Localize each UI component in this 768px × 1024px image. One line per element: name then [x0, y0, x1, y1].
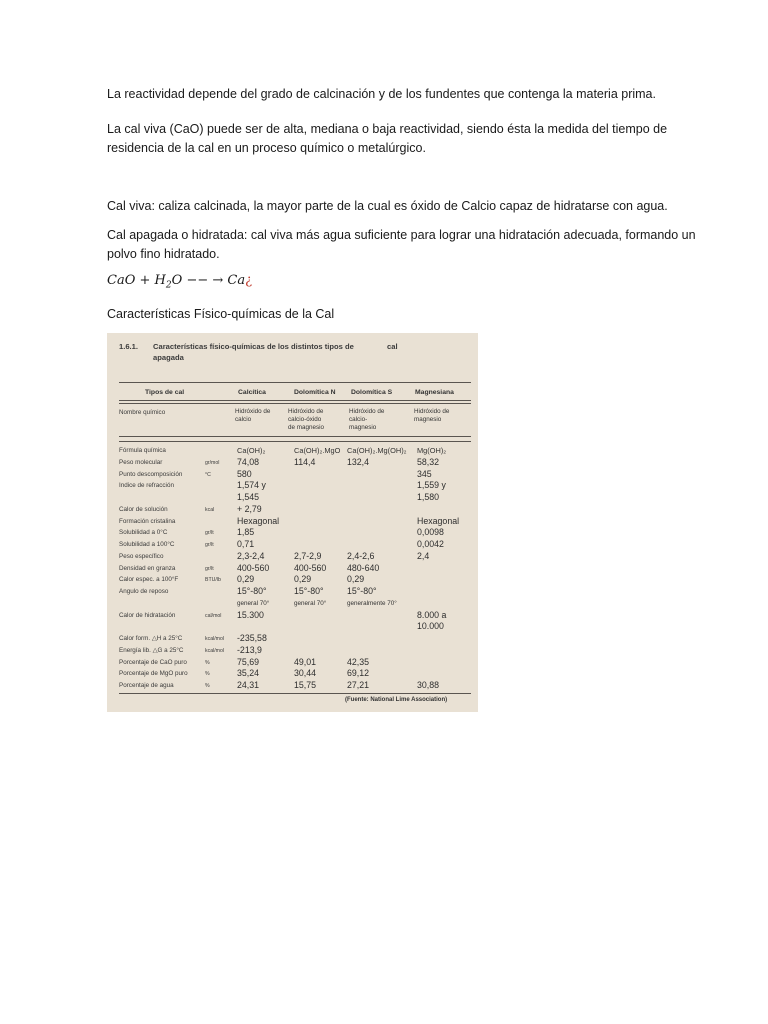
table-cell: 49,01 — [294, 656, 317, 667]
row-label: Solubilidad a 100°C — [119, 541, 175, 548]
table-title — [119, 341, 398, 362]
table-cell: general 70° — [237, 599, 270, 607]
table-cell: 1,545 — [237, 492, 260, 502]
nombre-quimico-cell: Hidróxido de calcio- magnesio — [349, 408, 385, 431]
table-cell: 8.000 a — [417, 609, 447, 620]
table-cell: 132,4 — [347, 456, 370, 467]
eq-cao: CaO — [107, 273, 136, 288]
row-unit: kcal/mol — [205, 636, 225, 642]
row-label: Calor form. △H a 25°C — [119, 635, 183, 642]
table-cell: 74,08 — [237, 456, 260, 467]
table-cell: 0,29 — [237, 574, 255, 585]
table-cell: 0,0098 — [417, 527, 444, 538]
table-cell: Ca(OH)₂ — [237, 446, 266, 455]
table-cell: Hexagonal — [237, 515, 280, 526]
table-cell: 1,85 — [237, 527, 255, 538]
row-label: Fórmula química — [119, 447, 166, 454]
nombre-quimico-cell: Hidróxido de calcio — [235, 408, 271, 423]
row-unit: gr/mol — [205, 459, 220, 466]
row-label: Energía lib. △G a 25°C — [119, 646, 184, 654]
table-cell: 30,88 — [417, 680, 440, 690]
table-header-cell: Calcítica — [238, 389, 266, 396]
table-title-end: cal — [387, 342, 398, 351]
scanned-table-image — [107, 333, 478, 712]
table-cell: 15°-80° — [294, 586, 324, 596]
table-header-cell: Magnesiana — [415, 389, 454, 396]
row-label: Indice de refracción — [119, 482, 174, 490]
table-cell: 2,7-2,9 — [294, 550, 322, 561]
row-label: Formación cristalina — [119, 517, 176, 525]
row-unit: BTU/lb — [205, 577, 221, 584]
row-unit: kcal/mol — [205, 647, 225, 654]
table-cell: 15.300 — [237, 609, 264, 620]
row-label: Porcentaje de agua — [119, 682, 174, 689]
table-cell: 1,559 y — [417, 480, 446, 491]
table-cell: 58,32 — [417, 456, 440, 467]
table-cell: 15,75 — [294, 680, 317, 690]
row-unit: % — [205, 683, 210, 689]
row-label: Porcentaje de MgO puro — [119, 670, 188, 678]
eq-arrow: −− → — [186, 273, 224, 288]
table-cell: Hexagonal — [417, 515, 460, 526]
row-label: Solubilidad a 0°C — [119, 529, 168, 537]
table-cell: -213,9 — [237, 644, 262, 655]
table-cell: 345 — [417, 468, 432, 479]
table-cell: 580 — [237, 468, 252, 479]
row-unit: gr/lt — [205, 530, 214, 537]
row-unit: % — [205, 671, 210, 678]
row-label: Porcentaje de CaO puro — [119, 658, 187, 666]
row-label: Densidad en granza — [119, 564, 176, 572]
row-unit: gr/lt — [205, 565, 214, 572]
table-title-line1: Características físico-químicas de los distintos tipos de — [153, 342, 354, 351]
table-cell: 400-560 — [294, 562, 327, 573]
eq-sub-2: 2 — [165, 280, 172, 291]
eq-error-glyph: ¿ — [245, 273, 253, 288]
rule-bottom — [119, 693, 471, 694]
rule-box-bottom — [119, 436, 471, 437]
table-cell: Mg(OH)₂ — [417, 446, 447, 455]
row-label: Calor de hidratación — [119, 611, 176, 619]
table-header-cell: Dolomítica S — [351, 389, 393, 396]
table-cell: general 70° — [294, 599, 327, 607]
table-cell: 1,580 — [417, 492, 440, 502]
table-cell: 0,29 — [294, 574, 312, 585]
table-cell: -235,58 — [237, 633, 267, 643]
paragraph-cal-viva-definicion: Cal viva: caliza calcinada, la mayor parte de la cual es óxido de Calcio capaz de hidratarse con agua. — [107, 199, 668, 213]
table-cell: 27,21 — [347, 680, 370, 690]
paragraph-reactividad: La reactividad depende del grado de calcinación y de los fundentes que contenga la materia prima. — [107, 87, 656, 101]
table-cell: 1,574 y — [237, 480, 266, 491]
table-source: (Fuente: National Lime Association) — [345, 697, 448, 703]
row-label: Peso específico — [119, 552, 164, 560]
nombre-quimico-cell: Hidróxido de magnesio — [414, 408, 450, 423]
paragraph-cal-viva-reactividad: La cal viva (CaO) puede ser de alta, mediana o baja reactividad, siendo ésta la medida del tiempo de residencia de la cal en un proceso químico o metalúrgico. — [107, 122, 668, 155]
table-header-cell: Tipos de cal — [145, 389, 185, 396]
row-unit: % — [205, 659, 210, 666]
table-cell: Ca(OH)₂.MgO — [294, 446, 341, 455]
paragraph-cal-apagada-definicion: Cal apagada o hidratada: cal viva más agua suficiente para lograr una hidratación adecuada, formando un polvo fino hidratado. — [107, 228, 696, 261]
table-cell: 2,3-2,4 — [237, 550, 265, 561]
rule-top — [119, 382, 471, 383]
table-cell: 42,35 — [347, 656, 370, 667]
table-cell: 0,29 — [347, 574, 365, 585]
row-unit: kcal — [205, 506, 215, 513]
table-cell: 2,4 — [417, 550, 430, 561]
table-cell: generalmente 70° — [347, 599, 397, 607]
table-cell: 114,4 — [294, 456, 316, 467]
eq-plus: + — [139, 273, 151, 288]
eq-o: O — [171, 273, 183, 288]
row-unit: gr/lt — [205, 542, 214, 548]
table-cell: Ca(OH)₂.Mg(OH)₂ — [347, 446, 407, 455]
row-label: Punto descomposición — [119, 470, 183, 478]
eq-h: H — [154, 273, 166, 288]
section-heading: Características Físico-químicas de la Cal — [107, 307, 335, 321]
nombre-quimico-label: Nombre químico — [119, 409, 166, 416]
row-unit: cal/mol — [205, 612, 222, 619]
table-cell: 0,71 — [237, 539, 255, 549]
table-cell: 75,69 — [237, 656, 260, 667]
row-label: Calor de solución — [119, 505, 168, 513]
table-cell: 400-560 — [237, 562, 270, 573]
row-label: Peso molecular — [119, 458, 163, 466]
table-cell: 35,24 — [237, 668, 260, 679]
nombre-quimico-cell: Hidróxido de calcio-óxido de magnesio — [288, 408, 325, 431]
eq-ca: Ca — [227, 273, 246, 288]
table-cell: 10.000 — [417, 621, 444, 632]
rule-box-top — [119, 403, 471, 404]
table-cell: 69,12 — [347, 668, 370, 679]
table-number: 1.6.1. — [119, 342, 138, 351]
row-label: Angulo de reposo — [119, 588, 169, 595]
chemical-equation — [107, 273, 252, 291]
rule-under-header — [119, 400, 471, 401]
table-cell: 0,0042 — [417, 539, 444, 549]
table-cell: 24,31 — [237, 680, 260, 690]
row-unit: °C — [205, 471, 211, 478]
table-cell: 2,4-2,6 — [347, 550, 375, 561]
row-label: Calor espec. a 100°F — [119, 576, 179, 584]
table-cell: + 2,79 — [237, 503, 262, 514]
table-cell: 15°-80° — [347, 586, 377, 596]
table-header-cell: Dolomítica N — [294, 389, 336, 396]
rule-data-top — [119, 441, 471, 442]
table-cell: 15°-80° — [237, 586, 267, 596]
table-cell: 480-640 — [347, 562, 380, 573]
table-cell: 30,44 — [294, 668, 317, 679]
table-title-line2: apagada — [153, 353, 184, 362]
